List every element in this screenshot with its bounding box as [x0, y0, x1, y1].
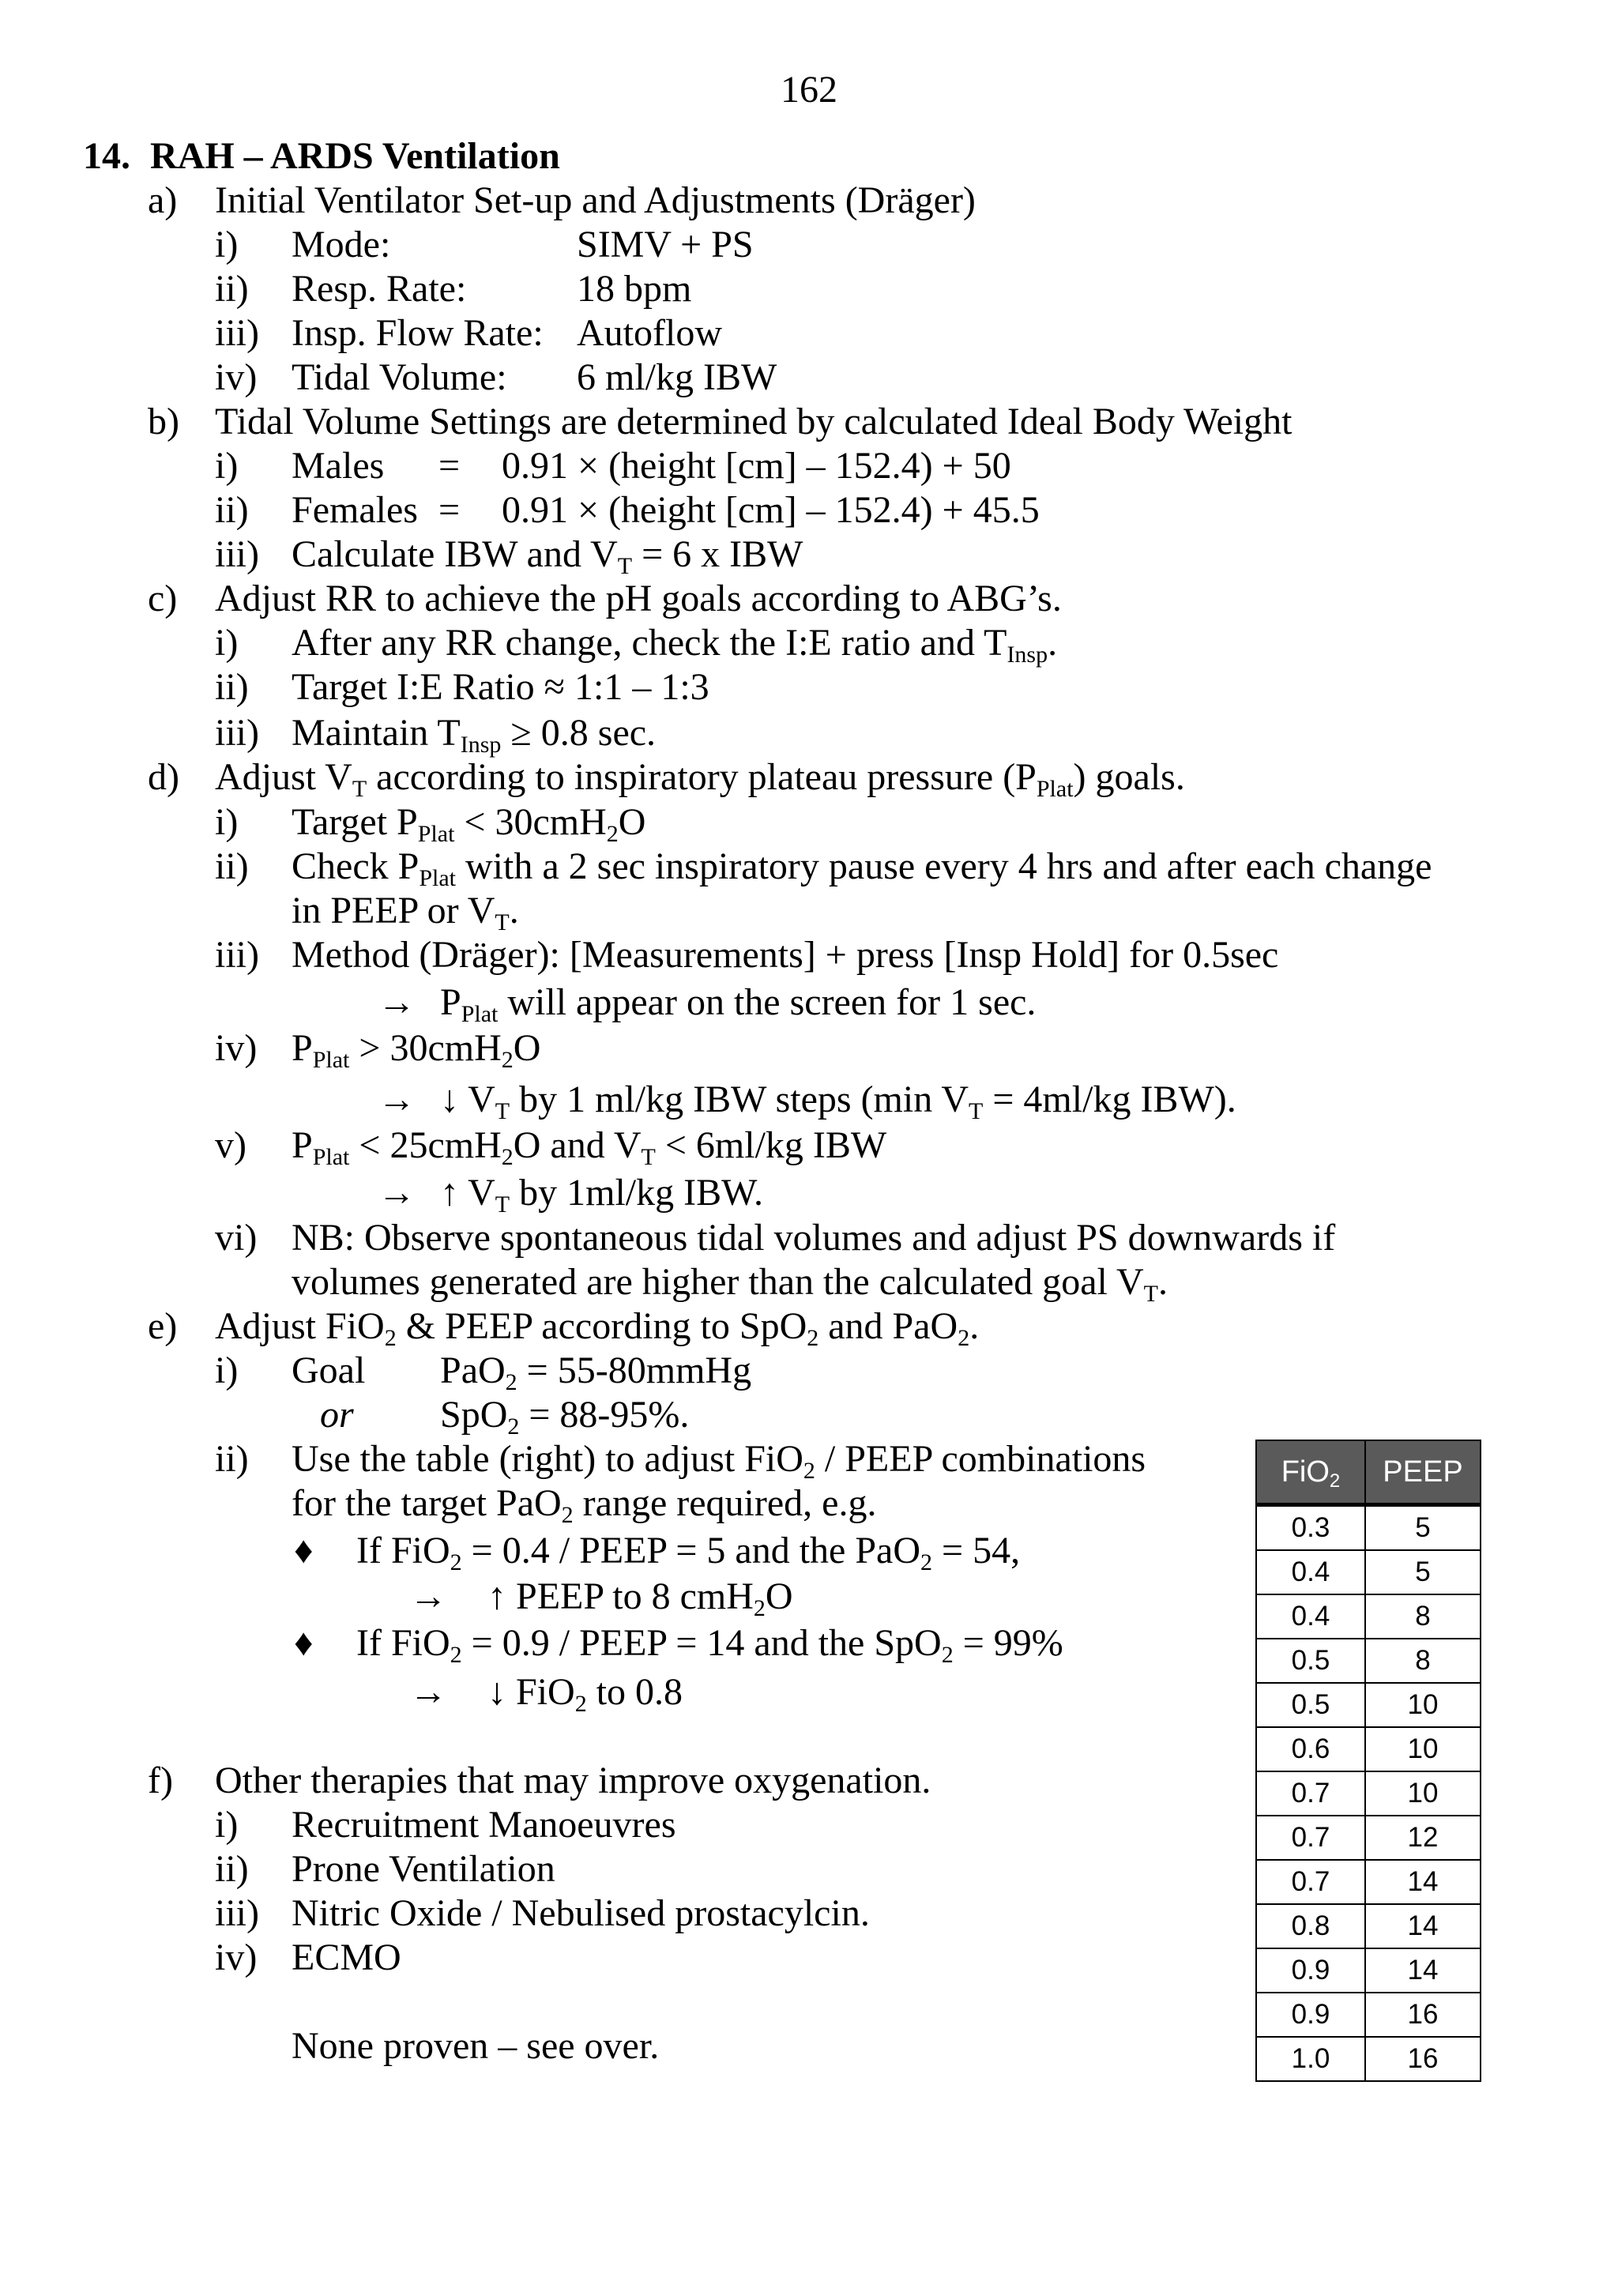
a-iv-key: Tidal Volume: [292, 356, 507, 398]
peep-cell: 8 [1365, 1594, 1481, 1639]
b-ii-num: ii) [215, 489, 249, 531]
c-heading: Adjust RR to achieve the pH goals according to ABG’s. [215, 578, 1062, 619]
d-heading: Adjust $V_T$ according to inspiratory plateau pressure $(P_{Plat})$ goals. [215, 756, 1185, 802]
f-i-num: i) [215, 1804, 239, 1846]
a-label: a) [148, 179, 178, 221]
c-label: c) [148, 578, 178, 619]
peep-cell: 16 [1365, 1993, 1481, 2037]
b-heading: Tidal Volume Settings are determined by calculated Ideal Body Weight [215, 401, 1293, 442]
a-i-val: SIMV + PS [577, 224, 754, 265]
table-header-row [1256, 1440, 1481, 1505]
peep-cell: 14 [1365, 1904, 1481, 1948]
fio2-cell: 0.6 [1256, 1727, 1365, 1771]
table-row [1256, 1948, 1481, 1993]
b-ii-eq: = [438, 489, 461, 531]
peep-cell: 14 [1365, 1948, 1481, 1993]
d-label: d) [148, 756, 179, 798]
f-label: f) [148, 1760, 173, 1801]
d-ii-text-cont: in PEEP or $V_T$. [292, 890, 519, 935]
d-iv-result: ↓ $V_T$ by 1 ml/kg IBW steps (min $V_T = 4ml/kg$ IBW). [440, 1078, 1236, 1124]
table-row [1256, 1771, 1481, 1816]
e-example-1-result: ↑ PEEP to 8 cmH$_2$O [487, 1575, 793, 1621]
peep-cell: 14 [1365, 1860, 1481, 1904]
f-i-text: Recruitment Manoeuvres [292, 1804, 676, 1846]
d-i-num: i) [215, 801, 239, 843]
b-i-key: Males [292, 445, 385, 487]
d-v-num: v) [215, 1124, 246, 1166]
b-i-formula: 0.91 × (height [cm] – 152.4) + 50 [502, 445, 1011, 487]
fio2-cell: 0.3 [1256, 1505, 1365, 1551]
peep-cell: 10 [1365, 1683, 1481, 1727]
e-i-key: Goal [292, 1349, 366, 1391]
e-example-1: If FiO$_2$ = 0.4 / PEEP = 5 and the PaO$_2$ = 54, [356, 1530, 1021, 1575]
c-ii-text: Target I:E Ratio ≈ 1:1 – 1:3 [292, 666, 709, 708]
a-i-key: Mode: [292, 224, 391, 265]
section-number: 14. [83, 135, 130, 177]
table-row [1256, 1639, 1481, 1683]
peep-cell: 16 [1365, 2037, 1481, 2081]
fio2-cell: 1.0 [1256, 2037, 1365, 2081]
a-heading: Initial Ventilator Set-up and Adjustments (Dräger) [215, 179, 976, 221]
fio2-cell: 0.5 [1256, 1639, 1365, 1683]
peep-cell: 8 [1365, 1639, 1481, 1683]
peep-cell: 5 [1365, 1505, 1481, 1551]
b-label: b) [148, 401, 179, 442]
f-iii-text: Nitric Oxide / Nebulised prostacylcin. [292, 1892, 870, 1934]
peep-cell: 12 [1365, 1816, 1481, 1860]
d-iv-text: $P_{Plat} > 30cmH_2O$ [292, 1027, 541, 1073]
diamond-bullet-icon: ♦ [294, 1622, 314, 1664]
arrow-icon: → [409, 1671, 447, 1713]
a-i-num: i) [215, 224, 239, 265]
fio2-cell: 0.7 [1256, 1860, 1365, 1904]
e-i-or: or [320, 1394, 354, 1436]
d-v-text: $P_{Plat} < 25cmH_2O$ and $V_T < 6ml/kg$ IBW [292, 1124, 887, 1170]
peep-cell: 10 [1365, 1727, 1481, 1771]
table-row [1256, 1594, 1481, 1639]
fio2-cell: 0.9 [1256, 1948, 1365, 1993]
a-ii-num: ii) [215, 268, 249, 310]
a-ii-val: 18 bpm [577, 268, 692, 310]
diamond-bullet-icon: ♦ [294, 1530, 314, 1571]
c-i-num: i) [215, 622, 239, 664]
a-ii-key: Resp. Rate: [292, 268, 467, 310]
e-i-spo2-goal: SpO$_2$ = 88-95%. [440, 1394, 690, 1440]
peep-cell: 10 [1365, 1771, 1481, 1816]
d-v-result: ↑ $V_T$ by 1ml/kg IBW. [440, 1172, 764, 1218]
page-number: 162 [781, 69, 837, 111]
d-i-text: Target $P_{Plat} < 30cmH_2O$ [292, 801, 646, 847]
table-row [1256, 1505, 1481, 1551]
a-iv-val: 6 ml/kg IBW [577, 356, 777, 398]
d-vi-text-cont: volumes generated are higher than the calculated goal $V_T$. [292, 1261, 1168, 1307]
table-row [1256, 1860, 1481, 1904]
fio2-cell: 0.8 [1256, 1904, 1365, 1948]
table-row [1256, 2037, 1481, 2081]
table-row [1256, 1993, 1481, 2037]
f-iv-text: ECMO [292, 1937, 401, 1978]
b-i-num: i) [215, 445, 239, 487]
a-iii-key: Insp. Flow Rate: [292, 312, 544, 354]
d-vi-num: vi) [215, 1217, 258, 1259]
e-ii-num: ii) [215, 1438, 249, 1480]
table-row [1256, 1727, 1481, 1771]
d-iv-num: iv) [215, 1027, 258, 1069]
fio2-cell: 0.9 [1256, 1993, 1365, 2037]
f-ii-text: Prone Ventilation [292, 1848, 555, 1890]
d-iii-result: $P_{Plat}$ will appear on the screen for 1 sec. [440, 981, 1037, 1027]
d-ii-text: Check $P_{Plat}$ with a 2 sec inspiratory pause every 4 hrs and after each change [292, 845, 1432, 891]
table-row [1256, 1683, 1481, 1727]
b-iii-num: iii) [215, 533, 259, 575]
b-ii-formula: 0.91 × (height [cm] – 152.4) + 45.5 [502, 489, 1040, 531]
e-heading: Adjust FiO$_2$ & PEEP according to SpO$_2$ and PaO$_2$. [215, 1305, 980, 1351]
e-example-2: If FiO$_2$ = 0.9 / PEEP = 14 and the SpO$_2$ = 99% [356, 1622, 1063, 1668]
e-example-2-result: ↓ FiO$_2$ to 0.8 [487, 1671, 683, 1717]
fio2-cell: 0.4 [1256, 1594, 1365, 1639]
arrow-icon: → [378, 1172, 416, 1214]
e-ii-text-cont: for the target PaO$_2$ range required, e.g. [292, 1482, 877, 1528]
c-iii-num: iii) [215, 712, 259, 754]
arrow-icon: → [378, 1078, 416, 1120]
section-title: RAH – ARDS Ventilation [150, 135, 560, 177]
peep-cell: 5 [1365, 1550, 1481, 1594]
peep-column-header: PEEP [1365, 1440, 1481, 1505]
fio2-cell: 0.7 [1256, 1816, 1365, 1860]
fio2-cell: 0.5 [1256, 1683, 1365, 1727]
f-note: None proven – see over. [292, 2025, 660, 2067]
f-heading: Other therapies that may improve oxygenation. [215, 1760, 931, 1801]
arrow-icon: → [378, 981, 416, 1023]
a-iii-num: iii) [215, 312, 259, 354]
d-iii-num: iii) [215, 934, 259, 976]
arrow-icon: → [409, 1575, 447, 1617]
fio2-cell: 0.7 [1256, 1771, 1365, 1816]
fio2-peep-table [1255, 1440, 1481, 2082]
e-label: e) [148, 1305, 178, 1347]
c-ii-num: ii) [215, 666, 249, 708]
fio2-cell: 0.4 [1256, 1550, 1365, 1594]
e-i-num: i) [215, 1349, 239, 1391]
b-i-eq: = [438, 445, 461, 487]
f-ii-num: ii) [215, 1848, 249, 1890]
b-iii-text: Calculate IBW and $V_T = 6$ x IBW [292, 533, 803, 579]
table-row [1256, 1550, 1481, 1594]
c-iii-text: Maintain $T_{Insp} \ge 0.8$ sec. [292, 712, 657, 758]
e-i-pao2-goal: PaO$_2$ = 55-80mmHg [440, 1349, 752, 1395]
d-vi-text: NB: Observe spontaneous tidal volumes and adjust PS downwards if [292, 1217, 1336, 1259]
a-iv-num: iv) [215, 356, 258, 398]
d-iii-text: Method (Dräger): [Measurements] + press [Insp Hold] for 0.5sec [292, 934, 1279, 976]
fio2-column-header: FiO$_2$ [1256, 1440, 1365, 1505]
table-row [1256, 1904, 1481, 1948]
table-row [1256, 1816, 1481, 1860]
a-iii-val: Autoflow [577, 312, 722, 354]
f-iii-num: iii) [215, 1892, 259, 1934]
c-i-text: After any RR change, check the I:E ratio and $T_{Insp}$. [292, 622, 1058, 668]
f-iv-num: iv) [215, 1937, 258, 1978]
d-ii-num: ii) [215, 845, 249, 887]
e-ii-text: Use the table (right) to adjust FiO$_2$ / PEEP combinations [292, 1438, 1146, 1484]
b-ii-key: Females [292, 489, 418, 531]
